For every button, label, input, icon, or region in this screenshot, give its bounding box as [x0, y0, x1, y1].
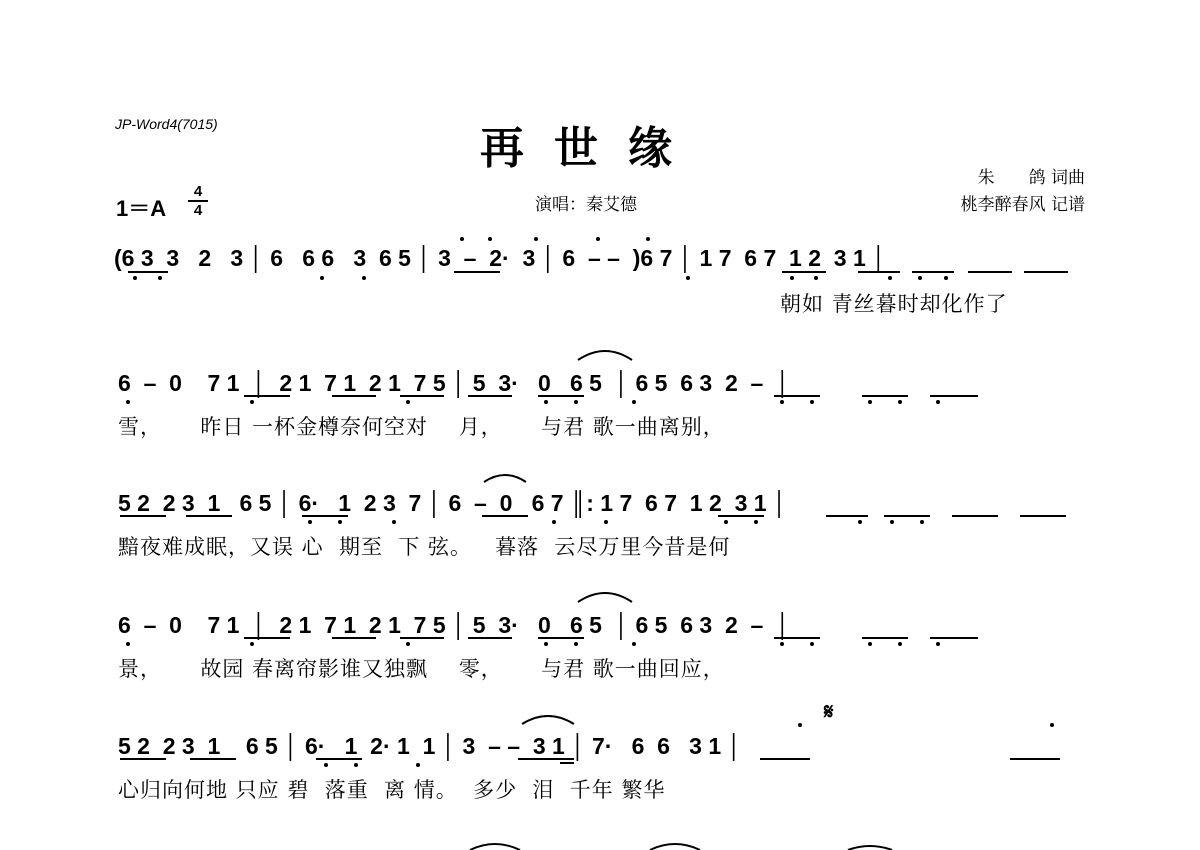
- tie-arc: [650, 844, 700, 850]
- transcriber: 桃李醉春风 记谱: [960, 195, 1085, 215]
- time-numerator: 4: [193, 183, 203, 200]
- notes-line-2: 6 – 0 7 1 │ 2 1 7 1 2 1 7 5 │ 5 3· 0 6 5 │ 6 5 6 3 2 – │: [118, 370, 791, 396]
- lyricist-composer: 朱 鸽 词曲: [977, 168, 1085, 188]
- tie-arc: [848, 846, 892, 850]
- lyrics-line-2: 雪， 昨日 一杯金樽奈何空对 月， 与君 歌一曲离别，: [118, 415, 725, 439]
- time-denominator: 4: [193, 202, 203, 219]
- notes-line-4: 6 – 0 7 1 │ 2 1 7 1 2 1 7 5 │ 5 3· 0 6 5 │ 6 5 6 3 2 – │: [118, 612, 791, 638]
- lyrics-line-4: 景， 故园 春离帘影谁又独飘 零， 与君 歌一曲回应，: [118, 657, 725, 681]
- lyrics-line-1: 朝如 青丝暮时却化作了: [780, 292, 1008, 316]
- lyrics-line-5: 心归向何地 只应 碧 落重 离 情。 多少 泪 千年 繁华: [118, 778, 666, 802]
- singer-credit: 演唱：秦艾德: [535, 195, 637, 215]
- tie-arc: [522, 716, 574, 724]
- tie-arc: [484, 475, 526, 482]
- notes-line-1: (6 3 3 2 3 │ 6 6 6 3 6 5 │ 3 – 2· 3 │ 6 – – )6 7 │ 1 7 6 7 1 2 3 1 │: [114, 245, 887, 271]
- tie-arc: [470, 844, 520, 850]
- segno-sign: 𝄋: [824, 700, 834, 725]
- key-signature: 1＝A: [116, 196, 167, 221]
- tie-arc: [578, 351, 632, 360]
- notes-line-3: 5 2 2 3 1 6 5 │ 6· 1 2 3 7 │ 6 – 0 6 7 ║: 1 7 6 7 1 2 3 1 │: [118, 490, 788, 516]
- notes-line-5: 5 2 2 3 1 6 5 │ 6· 1 2· 1 1 │ 3 – – 3 1 │ 7· 6 6 3 1 │: [118, 733, 742, 759]
- software-label: JP-Word4(7015): [115, 116, 218, 132]
- song-title: 再世缘: [480, 123, 702, 174]
- lyrics-line-3: 黯夜难成眠，又误 心 期至 下 弦。 暮落 云尽万里今昔是何: [118, 535, 731, 559]
- tie-arc: [578, 593, 632, 602]
